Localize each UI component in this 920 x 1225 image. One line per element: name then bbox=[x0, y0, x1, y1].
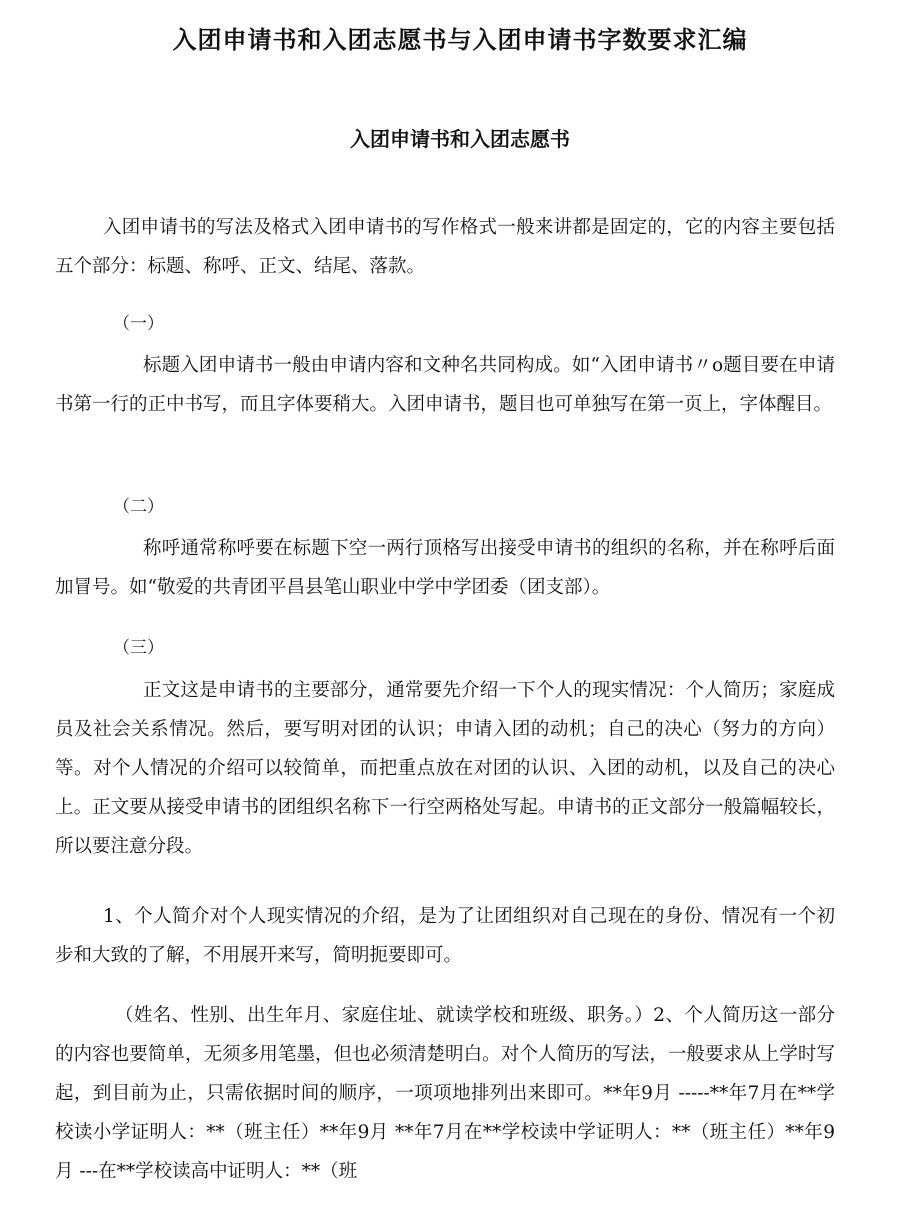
part-one-heading: （一） bbox=[113, 314, 164, 334]
part-two-heading: （二） bbox=[113, 497, 164, 517]
item-one-paragraph: 1、个人简介对个人现实情况的介绍，是为了让团组织对自己现在的身份、情况有一个初步和大致的了解，不用展开来写，简明扼要即可。 bbox=[55, 906, 835, 966]
part-one-paragraph: 标题入团申请书一般由申请内容和文种名共同构成。如“入团申请书〃o题目要在申请书第一行的正中书写，而且字体要稍大。入团申请书，题目也可单独写在第一页上，字体醒目。 bbox=[55, 355, 835, 415]
part-three-paragraph: 正文这是申请书的主要部分，通常要先介绍一下个人的现实情况：个人简历；家庭成员及社会关系情况。然后，要写明对团的认识；申请入团的动机；自己的决心（努力的方向）等。对个人情况的介绍可以较简单，而把重点放在对团的认识、入团的动机，以及自己的决心上。正文要从接受申请书的团组织名称下一行空两格处写起。申请书的正文部分一般篇幅较长，所以要注意分段。 bbox=[55, 680, 835, 857]
section-title: 入团申请书和入团志愿书 bbox=[350, 127, 570, 151]
document-title: 入团申请书和入团志愿书与入团申请书字数要求汇编 bbox=[172, 26, 748, 54]
part-two-paragraph: 称呼通常称呼要在标题下空一两行顶格写出接受申请书的组织的名称，并在称呼后面加冒号。如“敬爱的共青团平昌县笔山职业中学中学团委（团支部）。 bbox=[55, 538, 835, 598]
part-three-heading: （三） bbox=[113, 638, 164, 658]
item-two-paragraph: （姓名、性别、出生年月、家庭住址、就读学校和班级、职务。）2、个人简历这一部分的内容也要简单，无须多用笔墨，但也必须清楚明白。对个人简历的写法，一般要求从上学时写起，到目前为止，只需依据时间的顺序，一项项地排列出来即可。**年9月 -----**年7月在**学校读小学证明人：**（班主任）**年9月 **年7月在**学校读中学证明人：**（班主任）**年9月 ---在**学校读高中证明人：**（班 bbox=[55, 1005, 835, 1182]
intro-paragraph: 入团申请书的写法及格式入团申请书的写作格式一般来讲都是固定的，它的内容主要包括五个部分：标题、称呼、正文、结尾、落款。 bbox=[55, 217, 835, 277]
